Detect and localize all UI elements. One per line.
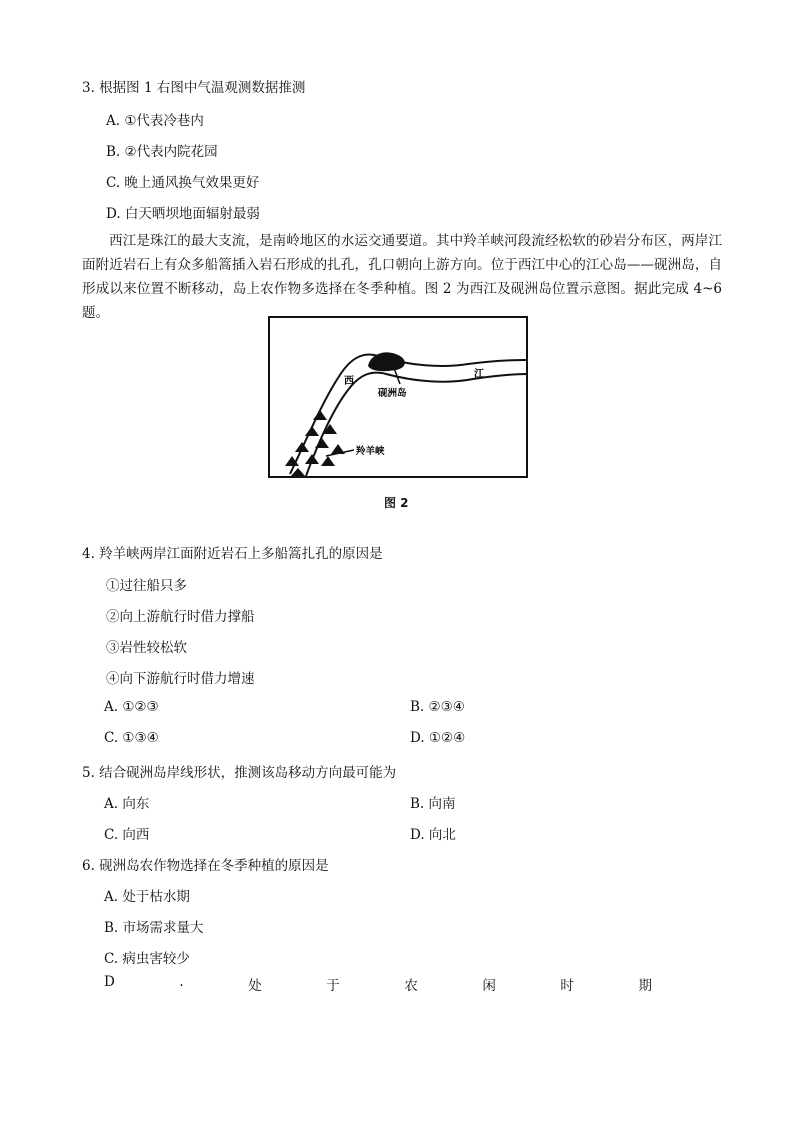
q6-d-dot: . [179, 974, 184, 990]
passage [82, 229, 722, 325]
label-jiang: 江 [474, 369, 484, 380]
q4-item-2: ②向上游航行时借力撑船 [106, 609, 255, 625]
passage-text: 西江是珠江的最大支流，是南岭地区的水运交通要道。其中羚羊峡河段流经松软的砂岩分布区，两岸江面附近岩石上有众多船篙插入岩石形成的扎孔，孔口朝向上游方向。位于西江中心的江心岛——砚洲岛，自形成以来位置不断移动，岛上农作物多选择在冬季种植。图 2 为西江及砚洲岛位置示意图。据此完成 4~6 题。 [82, 233, 722, 321]
q6-d-char-1: 处 [248, 978, 262, 994]
q4-item-4: ④向下游航行时借力增速 [106, 671, 255, 687]
q4-item-3: ③岩性较松软 [106, 640, 187, 656]
q4-option-c: C. ①③④ [104, 730, 159, 746]
q4-stem: 4. 羚羊峡两岸江面附近岩石上多船篙扎孔的原因是 [82, 546, 383, 562]
label-gorge: 羚羊峡 [356, 446, 385, 457]
figure-2-map [268, 316, 528, 480]
label-xi: 西 [344, 376, 354, 387]
q3-option-d: D. 白天晒坝地面辐射最弱 [106, 206, 260, 222]
q6-d-char-3: 农 [404, 978, 418, 994]
q5-option-d: D. 向北 [410, 827, 456, 843]
q5-stem: 5. 结合砚洲岛岸线形状，推测该岛移动方向最可能为 [82, 765, 397, 781]
q4-option-d: D. ①②④ [410, 730, 466, 746]
q5-option-a: A. 向东 [104, 796, 150, 812]
q6-stem: 6. 砚洲岛农作物选择在冬季种植的原因是 [82, 858, 329, 874]
q6-d-letter: D [104, 974, 115, 990]
q6-d-char-2: 于 [326, 978, 340, 994]
q6-d-char-6: 期 [638, 978, 652, 994]
q4-item-1: ①过往船只多 [106, 578, 187, 594]
q3-stem: 3. 根据图 1 右图中气温观测数据推测 [82, 80, 306, 96]
q6-d-char-4: 闲 [482, 978, 496, 994]
q6-d-char-5: 时 [560, 978, 574, 994]
q6-option-c: C. 病虫害较少 [104, 951, 190, 967]
q3-option-a: A. ①代表冷巷内 [106, 113, 204, 129]
q5-option-c: C. 向西 [104, 827, 150, 843]
q6-option-b: B. 市场需求量大 [104, 920, 204, 936]
q5-option-b: B. 向南 [410, 796, 456, 812]
figure-caption: 图 2 [384, 496, 409, 510]
q6-option-d [104, 974, 652, 994]
q4-option-a: A. ①②③ [104, 699, 159, 715]
q4-option-b: B. ②③④ [410, 699, 465, 715]
q6-option-a: A. 处于枯水期 [104, 889, 190, 905]
q3-option-c: C. 晚上通风换气效果更好 [106, 175, 260, 191]
q3-option-b: B. ②代表内院花园 [106, 144, 218, 160]
map-svg [268, 316, 528, 480]
label-island: 砚洲岛 [378, 388, 407, 399]
